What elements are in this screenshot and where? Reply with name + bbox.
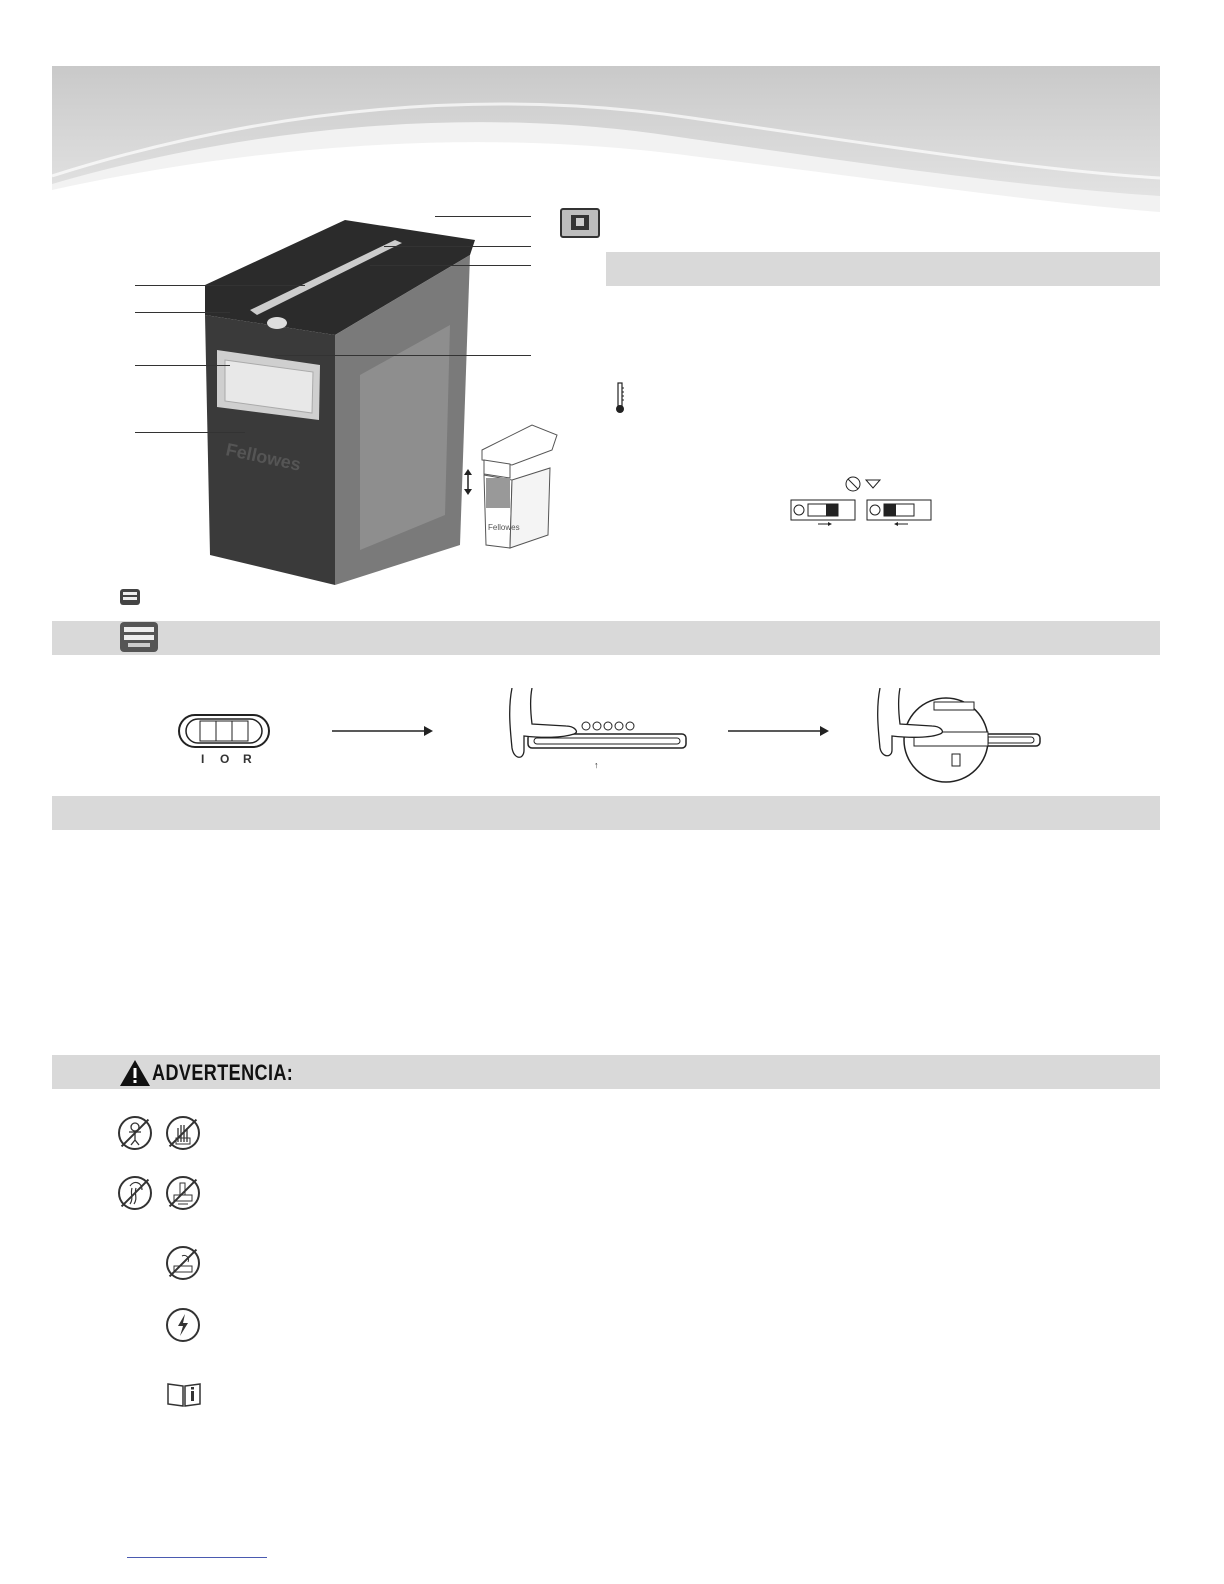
- warning-title: ADVERTENCIA:: [152, 1060, 294, 1085]
- callout-line-5: [435, 216, 531, 217]
- power-switch-diagram: [178, 714, 270, 748]
- callout-line-1: [135, 285, 305, 286]
- arrow-right-icon: [728, 724, 830, 738]
- arrow-right-icon: [332, 724, 434, 738]
- footnote-rule: [127, 1557, 267, 1558]
- shredder-image: [195, 215, 485, 590]
- section-header-band: [52, 796, 1160, 830]
- bin-removal-image: [462, 420, 562, 555]
- warning-triangle-icon: [119, 1059, 151, 1087]
- section-header-right: [606, 252, 1160, 286]
- safesense-icon: [120, 622, 158, 652]
- callout-line-6: [384, 246, 531, 247]
- no-aerosol-icon: [166, 1176, 200, 1210]
- switch-on-label: I: [201, 752, 205, 766]
- no-oil-icon: [166, 1246, 200, 1280]
- callout-line-7: [370, 265, 531, 266]
- paper-slot-icon: [560, 208, 600, 238]
- up-down-arrow-icon: [462, 468, 474, 496]
- header-banner: [52, 66, 1160, 216]
- callout-line-2: [135, 312, 230, 313]
- no-children-icon: [118, 1116, 152, 1150]
- safesense-small-icon: [120, 589, 140, 605]
- brand-label: Fellowes: [224, 439, 303, 475]
- safesense-stop-diagram: [870, 688, 1042, 784]
- switch-reverse-label: R: [243, 752, 252, 766]
- thermometer-icon: [614, 382, 626, 414]
- safesense-header-band: [52, 621, 1160, 655]
- read-manual-icon: [166, 1382, 202, 1408]
- svg-text:Fellowes: Fellowes: [488, 523, 520, 532]
- callout-line-3: [135, 365, 230, 366]
- switch-off-label: O: [220, 752, 230, 766]
- svg-text:↑: ↑: [594, 760, 599, 770]
- electric-shock-icon: [166, 1308, 200, 1342]
- callout-line-8: [275, 355, 531, 356]
- hand-feed-diagram: [502, 688, 688, 772]
- callout-line-4: [135, 432, 245, 433]
- cut-selector-diagram: [790, 474, 940, 530]
- no-hair-icon: [118, 1176, 152, 1210]
- no-hand-icon: [166, 1116, 200, 1150]
